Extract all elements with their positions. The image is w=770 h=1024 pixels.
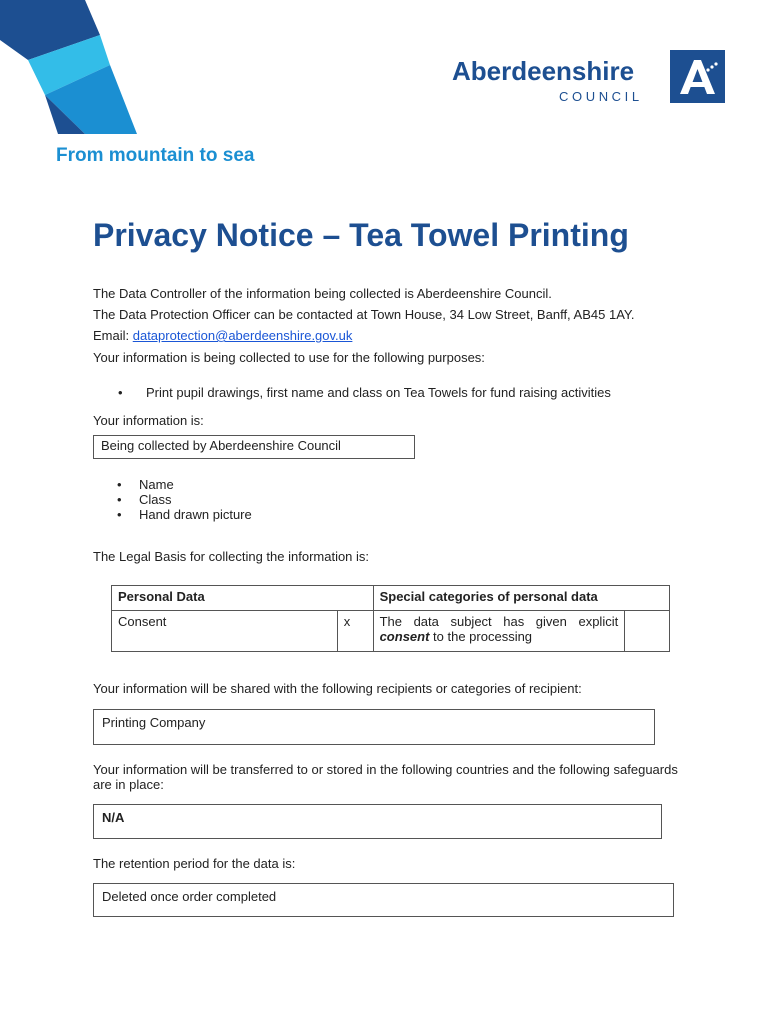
collection-label: Your information is: (93, 413, 204, 428)
dpo-text: The Data Protection Officer can be contacted at Town House, 34 Low Street, Banff, AB45 1AY. (93, 307, 635, 322)
special-text-end: to the processing (429, 629, 533, 644)
consent-mark: x (337, 611, 373, 652)
purpose-item: Print pupil drawings, first name and class on Tea Towels for fund raising activities (146, 385, 611, 400)
retention-label: The retention period for the data is: (93, 856, 296, 871)
consent-cell: Consent (112, 611, 338, 652)
legal-basis-label: The Legal Basis for collecting the information is: (93, 549, 370, 564)
org-name: Aberdeenshire (452, 56, 635, 86)
special-consent-cell (373, 611, 625, 652)
email-line (93, 328, 352, 343)
collection-box: Being collected by Aberdeenshire Council (93, 435, 415, 459)
transfer-label-line-2: are in place: (93, 777, 164, 792)
list-item: Name (139, 477, 174, 492)
legal-basis-table (111, 585, 670, 652)
purposes-intro: Your information is being collected to use for the following purposes: (93, 350, 485, 365)
bullet-icon: • (117, 477, 122, 492)
page-title: Privacy Notice – Tea Towel Printing (93, 217, 629, 253)
bullet-icon: • (117, 507, 122, 522)
transfer-label-line-1: Your information will be transferred to or stored in the following countries and the following safeguards (93, 762, 678, 777)
special-categories-header: Special categories of personal data (373, 586, 669, 611)
special-text-line: The data subject has given explicit (379, 614, 619, 629)
list-item: Hand drawn picture (139, 507, 252, 522)
council-logo-icon (670, 50, 725, 103)
recipients-box: Printing Company (93, 709, 655, 745)
org-subtitle: COUNCIL (559, 89, 643, 104)
header-decoration (0, 0, 150, 140)
email-label: Email: (93, 328, 133, 343)
email-link[interactable]: dataprotection@aberdeenshire.gov.uk (132, 328, 353, 343)
personal-data-header: Personal Data (112, 586, 374, 611)
transfer-box: N/A (93, 804, 662, 839)
controller-text: The Data Controller of the information being collected is Aberdeenshire Council. (93, 286, 552, 301)
recipients-label: Your information will be shared with the following recipients or categories of recipient: (93, 681, 582, 696)
list-item: Class (139, 492, 172, 507)
purpose-bullet-icon: • (118, 385, 123, 400)
tagline: From mountain to sea (56, 145, 255, 166)
consent-emphasis: consent (379, 629, 430, 644)
bullet-icon: • (117, 492, 122, 507)
retention-box: Deleted once order completed (93, 883, 674, 917)
special-consent-mark (625, 611, 670, 652)
